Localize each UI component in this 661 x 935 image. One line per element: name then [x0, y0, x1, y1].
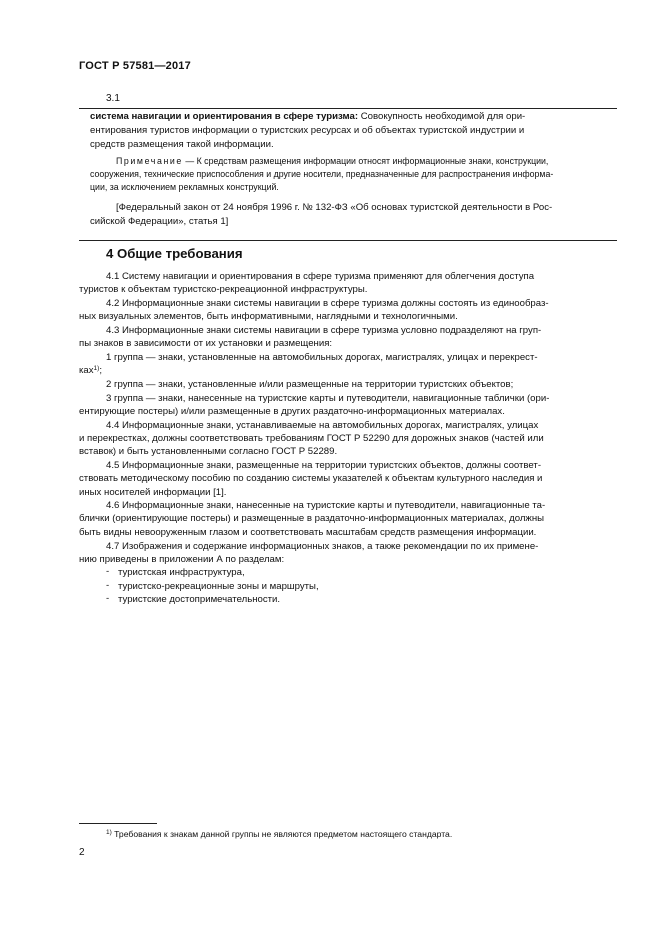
term-note-line: сооружения, технические приспособления и другие носители, предназначенные для распространения информа- — [90, 169, 554, 179]
term-number: 3.1 — [106, 93, 120, 104]
term-note-line: Примечание — К средствам размещения информации относят информационные знаки, конструкции, — [116, 156, 549, 166]
paragraph-line: ентирующие постеры) и/или размещенные в других раздаточно-информационных материалах. — [79, 406, 505, 417]
term-definition-line: система навигации и ориентирования в сфере туризма: Совокупность необходимой для ори- — [90, 111, 526, 122]
note-label: Примечание — [116, 156, 183, 166]
list-bullet: - — [106, 580, 110, 591]
paragraph-line: блички (ориентирующие постеры) и размещенные в раздаточно-информационных материалах, должны — [79, 513, 545, 524]
document-header: ГОСТ Р 57581—2017 — [79, 60, 191, 72]
paragraph-line: ствовать методическому пособию по созданию системы указателей к объектам культурного наследия и — [79, 473, 543, 484]
paragraph-line: 1 группа — знаки, установленные на автомобильных дорогах, магистралях, улицах и перекрест- — [106, 352, 538, 363]
page-number: 2 — [79, 847, 85, 858]
paragraph-line: иных носителей информации [1]. — [79, 487, 227, 498]
term-source-line: [Федеральный закон от 24 ноября 1996 г. № 132-ФЗ «Об основах туристской деятельности в Рос- — [116, 202, 553, 213]
footnote-ref[interactable]: 1) — [93, 365, 100, 372]
paragraph-line: быть видны невооруженным глазом и соответствовать масштабам средств размещения информации. — [79, 527, 537, 538]
list-bullet: - — [106, 566, 110, 577]
list-item: туристская инфраструктура, — [118, 567, 245, 578]
paragraph-line: 4.6 Информационные знаки, нанесенные на туристские карты и путеводители, навигационные та- — [106, 500, 546, 511]
paragraph-line: 3 группа — знаки, нанесенные на туристские карты и путеводители, навигационные таблички (ори- — [106, 393, 550, 404]
paragraph-line: 4.3 Информационные знаки системы навигации в сфере туризма условно подразделяют на груп- — [106, 325, 542, 336]
paragraph-line: ках$^{1)}$; — [79, 365, 102, 376]
footnote — [106, 829, 452, 839]
paragraph-line: пы знаков в зависимости от их установки и размещения: — [79, 338, 333, 349]
paragraph-line: 4.4 Информационные знаки, устанавливаемые на автомобильных дорогах, магистралях, улицах — [106, 420, 539, 431]
paragraph-line: и перекрестках, должны соответствовать требованиям ГОСТ Р 52290 для дорожных знаков (частей или — [79, 433, 544, 444]
paragraph-line: туристов к объектам туристско-рекреационной инфраструктуры. — [79, 284, 368, 295]
term-source-line: сийской Федерации», статья 1] — [90, 216, 229, 227]
list-bullet: - — [106, 593, 110, 604]
footnote-mark: 1) — [106, 829, 112, 836]
paragraph-line: 2 группа — знаки, установленные и/или размещенные на территории туристских объектов; — [106, 379, 514, 390]
term-definition-line: ентирования туристов информации о туристских ресурсах и об объектах туристской индустрии и — [90, 125, 525, 136]
term-name: система навигации и ориентирования в сфере туризма: — [90, 111, 359, 122]
paragraph-line: 4.1 Систему навигации и ориентирования в сфере туризма применяют для облегчения доступа — [106, 271, 535, 282]
list-item: туристско-рекреационные зоны и маршруты, — [118, 581, 319, 592]
paragraph-line: вставок) и быть установленными согласно ГОСТ Р 52289. — [79, 446, 338, 457]
paragraph-line: ных визуальных элементов, быть информативными, наглядными и технологичными. — [79, 311, 458, 322]
term-note-line: ции, за исключением рекламных конструкций. — [90, 182, 279, 192]
list-item: туристские достопримечательности. — [118, 594, 281, 605]
term-definition-line: средств размещения такой информации. — [90, 139, 274, 150]
paragraph-line: 4.5 Информационные знаки, размещенные на территории туристских объектов, должны соответ- — [106, 460, 542, 471]
paragraph-line: нию приведены в приложении А по разделам: — [79, 554, 285, 565]
footnote-separator — [79, 823, 157, 824]
footnote-text: Требования к знакам данной группы не являются предметом настоящего стандарта. — [111, 829, 453, 839]
section-title: 4 Общие требования — [106, 246, 243, 261]
paragraph-line: 4.2 Информационные знаки системы навигации в сфере туризма должны состоять из единообраз- — [106, 298, 549, 309]
paragraph-line: 4.7 Изображения и содержание информационных знаков, а также рекомендации по их примене- — [106, 541, 539, 552]
